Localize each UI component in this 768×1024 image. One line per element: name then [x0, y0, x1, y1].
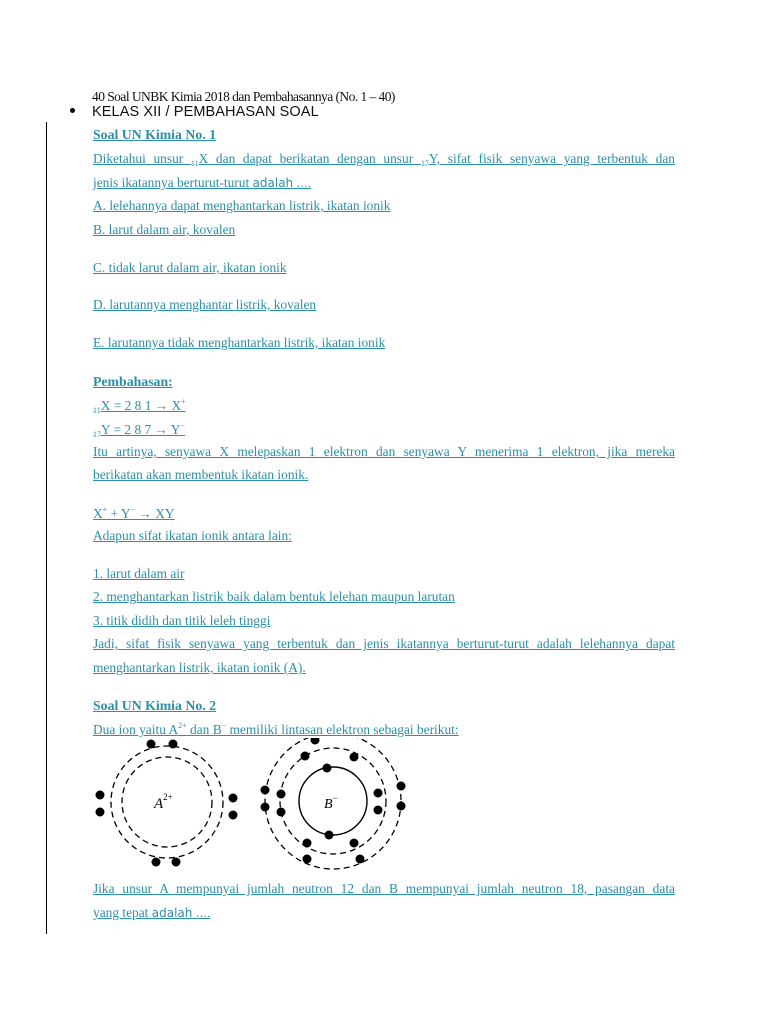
- bullet-text: KELAS XII / PEMBAHASAN SOAL: [92, 104, 319, 120]
- electron-dot: [397, 802, 406, 811]
- electron-dot: [323, 764, 332, 773]
- explanation-line2: berikatan akan membentuk ikatan ionik.: [93, 467, 309, 482]
- electron-dot: [152, 858, 161, 867]
- left-margin-line: [46, 122, 47, 934]
- ion-b-diagram: [261, 738, 406, 869]
- electron-dot: [229, 794, 238, 803]
- bullet-dot-icon: [70, 108, 75, 113]
- q1-stem-line1: Diketahui unsur $_{11}$X dan dapat berikatan dengan unsur $_{17}$Y, sifat fisik senyawa yang terbentuk dan: [93, 151, 675, 168]
- q2-question-line2: yang tepat adalah ….: [93, 905, 211, 920]
- document-title: 40 Soal UNBK Kimia 2018 dan Pembahasannya (No. 1 – 40): [92, 89, 395, 104]
- q2-question-line1: Jika unsur A mempunyai jumlah neutron 12 dan B mempunyai jumlah neutron 18, pasangan data: [93, 881, 675, 896]
- ion-a-label: $A^{2+}$: [154, 792, 173, 812]
- pembahasan-heading: Pembahasan:: [93, 374, 173, 389]
- ion-a-inner-shell: [122, 757, 212, 847]
- electron-dot: [303, 855, 312, 864]
- ionic-property-2: 2. menghantarkan listrik baik dalam bentuk lelehan maupun larutan: [93, 589, 455, 604]
- ion-b-outer-shell: [265, 738, 401, 869]
- q1-option-a: A. lelehannya dapat menghantarkan listrik, ikatan ionik: [93, 198, 391, 213]
- electron-dot: [172, 858, 181, 867]
- electron-dot: [374, 789, 383, 798]
- q1-option-b: B. larut dalam air, kovalen: [93, 222, 236, 237]
- ion-a-outer-shell: [111, 746, 223, 858]
- conclusion-line1: Jadi, sifat fisik senyawa yang terbentuk dan jenis ikatannya berturut-turut adalah lelehannya dapat: [93, 636, 675, 651]
- electron-dot: [261, 803, 270, 812]
- electron-dot: [277, 808, 286, 817]
- electron-dot: [147, 740, 156, 749]
- electron-dot: [374, 806, 383, 815]
- y-configuration: $_{17}$Y = 2 8 7 → Y−: [93, 421, 185, 439]
- conclusion-line2: menghantarkan listrik, ikatan ionik (A).: [93, 660, 306, 675]
- electron-dot: [325, 831, 334, 840]
- q1-option-c: C. tidak larut dalam air, ikatan ionik: [93, 260, 287, 275]
- ionic-properties-intro: Adapun sifat ikatan ionik antara lain:: [93, 528, 292, 543]
- ionic-equation: X+ + Y− → XY: [93, 505, 175, 521]
- electron-dot: [229, 811, 238, 820]
- q2-stem: Dua ion yaitu $A^{2+}$ dan B− memiliki lintasan elektron sebagai berikut:: [93, 721, 459, 737]
- q1-option-d: D. larutannya menghantar listrik, kovalen: [93, 297, 317, 312]
- electron-dot: [350, 753, 359, 762]
- electron-dot: [397, 782, 406, 791]
- electron-dot: [96, 791, 105, 800]
- q1-option-e: E. larutannya tidak menghantarkan listrik, ikatan ionik: [93, 335, 386, 350]
- ion-a-diagram: [96, 740, 238, 867]
- ion-b-label: B−: [324, 793, 338, 812]
- q1-heading: Soal UN Kimia No. 1: [93, 127, 217, 142]
- x-configuration: $_{11}$X = 2 8 1 → X+: [93, 397, 186, 415]
- explanation-line1: Itu artinya, senyawa X melepaskan 1 elektron dan senyawa Y menerima 1 elektron, jika mereka: [93, 444, 675, 459]
- electron-dot: [311, 738, 320, 745]
- ionic-property-1: 1. larut dalam air: [93, 566, 185, 581]
- bullet-item: [70, 104, 319, 121]
- electron-dot: [96, 808, 105, 817]
- q1-stem-line2: jenis ikatannya berturut-turut adalah ….: [93, 175, 312, 190]
- electron-dot: [301, 752, 310, 761]
- electron-dot: [169, 740, 178, 749]
- electron-dot: [303, 839, 312, 848]
- q2-heading: Soal UN Kimia No. 2: [93, 698, 217, 713]
- electron-dot: [356, 855, 365, 864]
- ionic-property-3: 3. titik didih dan titik leleh tinggi: [93, 613, 271, 628]
- electron-dot: [261, 786, 270, 795]
- electron-dot: [277, 790, 286, 799]
- electron-shell-diagram: [90, 738, 420, 873]
- electron-dot: [350, 839, 359, 848]
